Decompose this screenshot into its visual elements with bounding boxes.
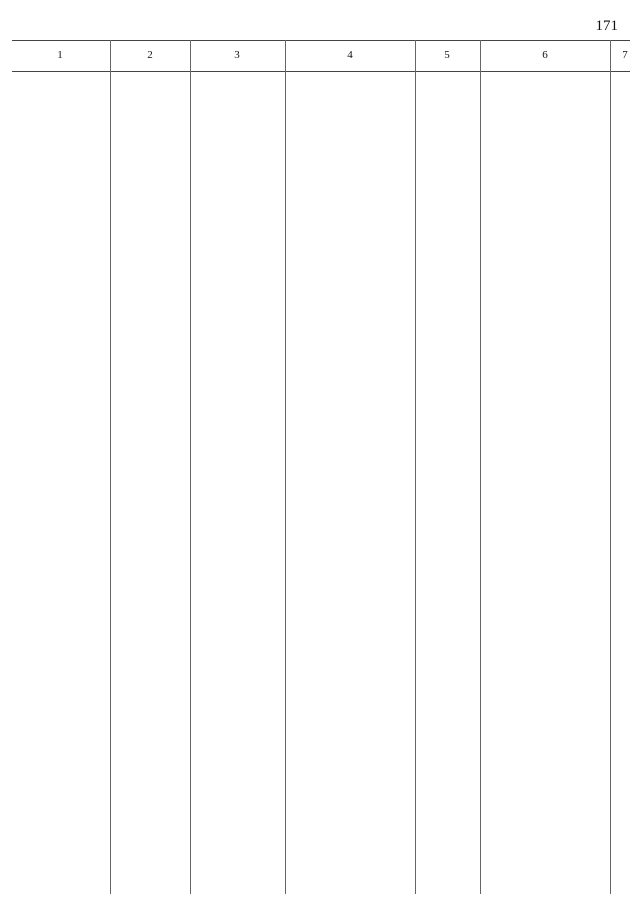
- column-divider: [190, 40, 191, 894]
- column-number: 2: [147, 49, 153, 61]
- column-divider: [285, 40, 286, 894]
- column-number: 3: [234, 49, 240, 61]
- column-divider: [110, 40, 111, 894]
- column-divider: [415, 40, 416, 894]
- column-divider: [480, 40, 481, 894]
- column-number: 4: [347, 49, 353, 61]
- column-number: 6: [542, 49, 548, 61]
- column-number: 5: [444, 49, 450, 61]
- page-number: 171: [595, 18, 618, 34]
- column-number: 1: [57, 49, 63, 61]
- column-divider: [610, 40, 611, 894]
- column-number: 7: [622, 49, 628, 61]
